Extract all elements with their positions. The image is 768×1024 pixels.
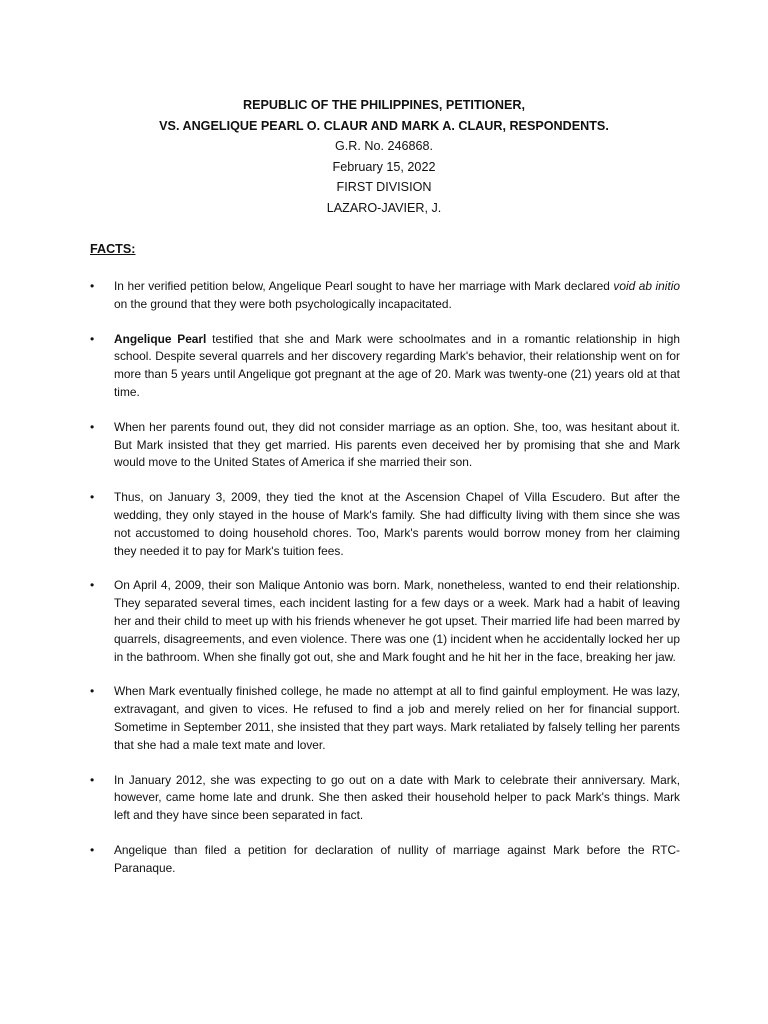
bullet-icon: • bbox=[90, 842, 95, 857]
bullet-icon: • bbox=[90, 419, 95, 434]
caption-division: FIRST DIVISION bbox=[336, 180, 432, 194]
fact-item-6 bbox=[90, 683, 680, 754]
fact-item-2 bbox=[90, 331, 680, 402]
fact-item-3 bbox=[90, 419, 680, 472]
bullet-icon: • bbox=[90, 331, 95, 346]
fact-text: When Mark eventually finished college, he made no attempt at all to find gainful employment. He was lazy, extravagant, and given to vices. He refused to find a job and merely relied on her for financial support. Sometime in September 2011, she insisted that they part ways. Mark retaliated by falsely telling her parents that she had a male text mate and lover. bbox=[114, 684, 680, 752]
fact-lead-name: Angelique Pearl bbox=[114, 331, 207, 346]
fact-item-7 bbox=[90, 772, 680, 825]
fact-text: In her verified petition below, Angelique Pearl sought to have her marriage with Mark declared bbox=[114, 279, 614, 293]
fact-item-4 bbox=[90, 489, 680, 560]
fact-item-8 bbox=[90, 842, 680, 878]
fact-text-cont: on the ground that they were both psychologically incapacitated. bbox=[114, 296, 452, 311]
caption-petitioner: REPUBLIC OF THE PHILIPPINES, PETITIONER, bbox=[243, 98, 525, 112]
caption-gr-number: G.R. No. 246868. bbox=[334, 139, 433, 153]
fact-item-1 bbox=[90, 278, 680, 314]
caption-ponente: LAZARO-JAVIER, J. bbox=[326, 200, 442, 215]
fact-italic-term: void ab initio bbox=[613, 279, 680, 293]
bullet-icon: • bbox=[90, 490, 95, 505]
fact-text: When her parents found out, they did not consider marriage as an option. She, too, was hesitant about it. But Mark insisted that they get married. His parents even deceived her by promising that she and Mark would move to the United States of America if she married their son. bbox=[114, 419, 680, 470]
fact-text: In January 2012, she was expecting to go out on a date with Mark to celebrate their anniversary. Mark, however, came home late and drunk. She then asked their household helper to pack Mark's things. Mark left and they have since been separated in fact. bbox=[114, 772, 680, 823]
bullet-icon: • bbox=[90, 684, 95, 699]
bullet-icon: • bbox=[90, 578, 95, 593]
bullet-icon: • bbox=[90, 772, 95, 787]
caption-respondents: VS. ANGELIQUE PEARL O. CLAUR AND MARK A. CLAUR, RESPONDENTS. bbox=[159, 118, 609, 133]
facts-heading: FACTS: bbox=[90, 242, 136, 256]
case-caption bbox=[0, 95, 768, 218]
fact-text: testified that she and Mark were schoolmates and in a romantic relationship in high school. Despite several quarrels and her discovery regarding Mark's behavior, their relationship went on for more than 5 years until Angelique got pregnant at the age of 20. Mark was twenty-one (21) years old at that time. bbox=[114, 331, 680, 399]
fact-text: Angelique than filed a petition for declaration of nullity of marriage against Mark before the RTC-Paranaque. bbox=[114, 842, 680, 875]
caption-date: February 15, 2022 bbox=[332, 159, 436, 174]
facts-list bbox=[90, 278, 680, 895]
fact-text: Thus, on January 3, 2009, they tied the knot at the Ascension Chapel of Villa Escudero. But after the wedding, they only stayed in the house of Mark's family. She had difficulty living with them since she was not accustomed to doing household chores. Too, Mark's parents would borrow money from her claiming they needed it to pay for Mark's tuition fees. bbox=[114, 490, 680, 558]
fact-item-5 bbox=[90, 577, 680, 666]
fact-text: On April 4, 2009, their son Malique Antonio was born. Mark, nonetheless, wanted to end their relationship. They separated several times, each incident lasting for a few days or a week. Mark had a habit of leaving her and their child to meet up with his friends whenever he got upset. Their married life had been marred by quarrels, disagreements, and even violence. There was one (1) incident when he accidentally locked her up in the bathroom. When she finally got out, she and Mark fought and he hit her in the face, breaking her jaw. bbox=[114, 578, 680, 664]
bullet-icon: • bbox=[90, 279, 95, 293]
